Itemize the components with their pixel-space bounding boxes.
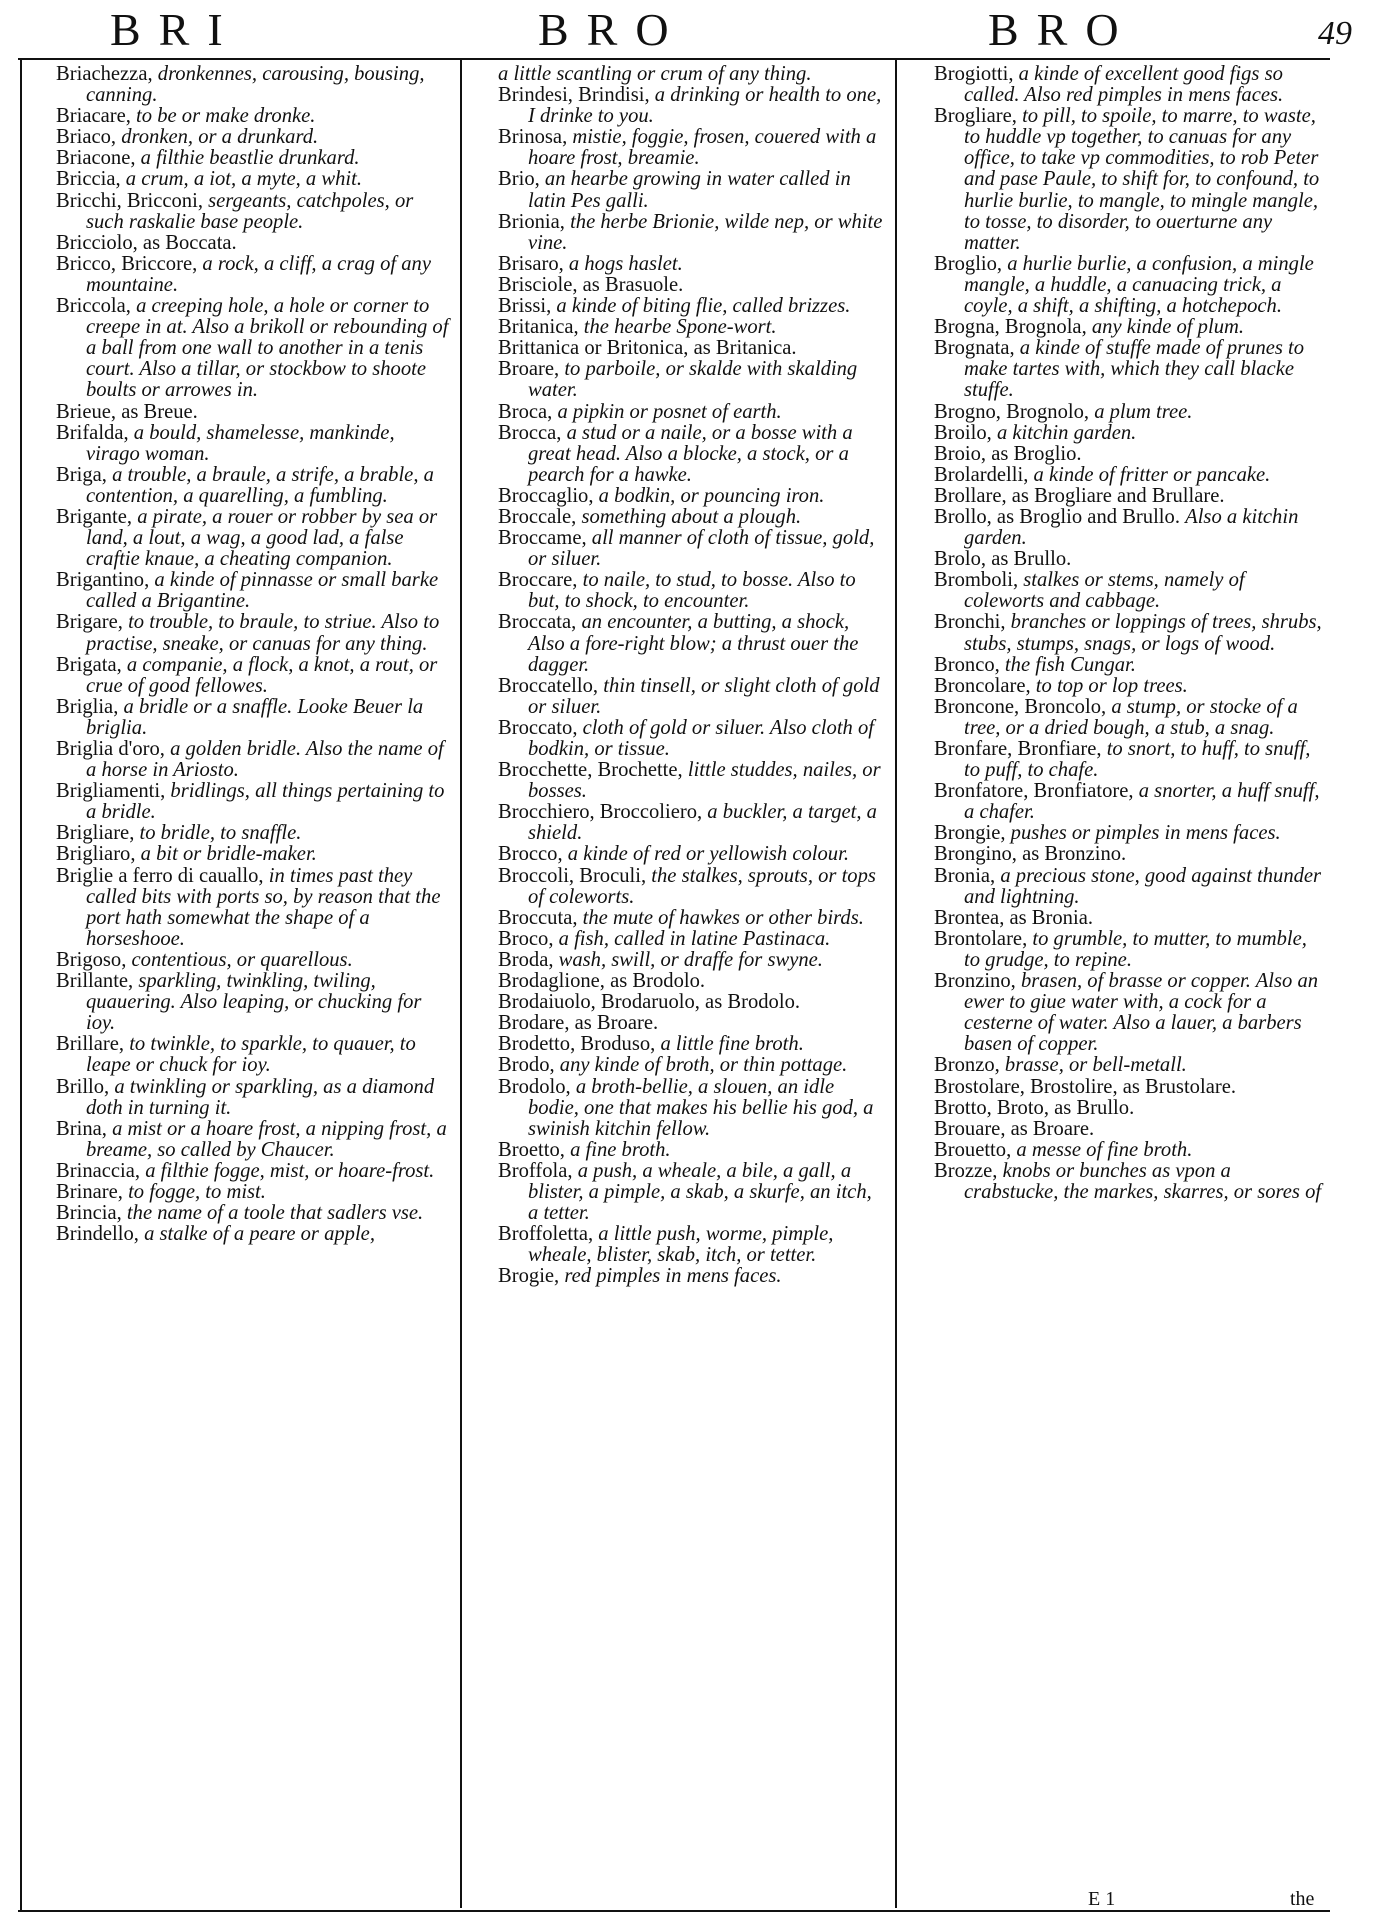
definition: wash, swill, or draffe for swyne.: [558, 948, 823, 971]
headword: Brindesi, Brindisi,: [498, 84, 655, 107]
headword: Broio, as Broglio.: [934, 442, 1082, 465]
dictionary-entry: [498, 85, 886, 127]
headword: Brouetto,: [934, 1138, 1017, 1161]
headword: Brodolo,: [498, 1075, 576, 1098]
headword: Brillare,: [56, 1033, 130, 1056]
headword: Brigliamenti,: [56, 780, 171, 803]
column-divider-1: [460, 58, 462, 1908]
headword: Brillante,: [56, 970, 139, 993]
headword: Broncolare,: [934, 674, 1036, 697]
definition: a kitchin garden.: [996, 421, 1137, 444]
headword: Brisciole, as Brasuole.: [498, 273, 684, 296]
definition: cloth of gold or siluer. Also cloth of bodkin, or tissue.: [528, 716, 875, 760]
dictionary-entry: [934, 929, 1326, 971]
definition: a little push, worme, pimple, wheale, blister, skab, itch, or tetter.: [528, 1223, 834, 1267]
dictionary-entry: [498, 1224, 886, 1266]
dictionary-entry: [934, 1055, 1326, 1076]
dictionary-entry: [498, 1161, 886, 1224]
definition: a bit or bridle-maker.: [140, 843, 317, 866]
catchword: the: [1290, 1888, 1315, 1910]
definition: the stalkes, sprouts, or tops of coleworts.: [528, 864, 876, 908]
headword: Brodaglione, as Brodolo.: [498, 970, 706, 993]
headword: Briglia,: [56, 695, 124, 718]
definition: a rock, a cliff, a crag of any mountaine.: [86, 252, 431, 296]
headword: Brigata,: [56, 653, 127, 676]
definition: to grumble, to mutter, to mumble, to grudge, to repine.: [964, 927, 1307, 971]
running-header: [18, 2, 1358, 58]
headword: Brollo, as Broglio and Brullo.: [934, 505, 1186, 528]
dictionary-entry: [498, 950, 886, 971]
dictionary-entry: [56, 64, 452, 106]
headword: Brittanica or Britonica, as Britanica.: [498, 337, 797, 360]
headword: Broffoletta,: [498, 1223, 599, 1246]
headword: Broilo,: [934, 421, 997, 444]
dictionary-entry: [934, 1161, 1326, 1203]
headword: Brigante,: [56, 505, 138, 528]
definition: a messe of fine broth.: [1016, 1138, 1193, 1161]
headword: Brogiotti,: [934, 63, 1019, 85]
definition: the mute of hawkes or other birds.: [582, 906, 864, 929]
dictionary-entry: [934, 781, 1326, 823]
dictionary-entry: [934, 465, 1326, 486]
headword: Broetto,: [498, 1138, 571, 1161]
headword: Bronfatore, Bronfiatore,: [934, 780, 1139, 803]
dictionary-entry: [498, 275, 886, 296]
definition: a crum, a iot, a myte, a whit.: [125, 168, 363, 191]
definition: dronken, or a drunkard.: [121, 126, 319, 149]
dictionary-entry: [56, 169, 452, 190]
headword: Briacone,: [56, 147, 141, 170]
headword: Briacare,: [56, 105, 137, 128]
definition: in times past they called bits with ports so, by reason that the port hath somewhat the shape of a horseshooe.: [86, 864, 441, 950]
dictionary-entry: [498, 1034, 886, 1055]
dictionary-entry: [934, 570, 1326, 612]
dictionary-entry: [498, 992, 886, 1013]
signature-mark: E 1: [1088, 1888, 1116, 1910]
definition: a trouble, a braule, a strife, a brable, a contention, a quarelling, a fumbling.: [86, 463, 434, 507]
dictionary-entry: [498, 359, 886, 401]
headword: Briglia d'oro,: [56, 738, 171, 760]
page-number: 49: [1318, 15, 1352, 52]
headword: Brio,: [498, 168, 545, 191]
headword: Broca,: [498, 400, 558, 423]
headword: Bromboli,: [934, 569, 1024, 592]
definition: a hogs haslet.: [568, 252, 683, 275]
dictionary-entry: [56, 1034, 452, 1076]
headword: Briga,: [56, 463, 113, 486]
dictionary-entry: [56, 127, 452, 148]
definition: any kinde of broth, or thin pottage.: [559, 1054, 848, 1077]
dictionary-entry: [56, 507, 452, 570]
dictionary-entry: [934, 676, 1326, 697]
definition: mistie, foggie, frosen, couered with a hoare frost, breamie.: [528, 126, 877, 170]
headword: Brodo,: [498, 1054, 560, 1077]
dictionary-entry: [498, 486, 886, 507]
headword: Broccato,: [498, 716, 583, 739]
headword: Bronco,: [934, 653, 1005, 676]
headword: Broare,: [498, 358, 565, 381]
headword: Brina,: [56, 1117, 113, 1140]
headword: Brogna, Brognola,: [934, 316, 1092, 339]
headword: Brodare, as Broare.: [498, 1012, 659, 1035]
headword: Broffola,: [498, 1159, 578, 1182]
headword: Brollare, as Brogliare and Brullare.: [934, 484, 1225, 507]
dictionary-entry: [934, 486, 1326, 507]
definition: sergeants, catchpoles, or such raskalie base people.: [86, 189, 414, 233]
dictionary-entry: [934, 1077, 1326, 1098]
column-1: [56, 64, 452, 1245]
definition: a mist or a hoare frost, a nipping frost, a breame, so called by Chaucer.: [86, 1117, 447, 1161]
headword: Brongino, as Bronzino.: [934, 843, 1127, 866]
dictionary-entry: [56, 254, 452, 296]
headword: Broglio,: [934, 252, 1008, 275]
dictionary-entry: [498, 802, 886, 844]
dictionary-entry: [498, 866, 886, 908]
headword: Broccaglio,: [498, 484, 599, 507]
definition: thin tinsell, or slight cloth of gold or siluer.: [528, 674, 880, 718]
dictionary-entry: [934, 507, 1326, 549]
dictionary-entry: [934, 254, 1326, 317]
definition: a drinking or health to one, I drinke to you.: [528, 84, 882, 128]
definition: a buckler, a target, a shield.: [528, 801, 877, 845]
definition: branches or loppings of trees, shrubs, stubs, stumps, snags, or logs of wood.: [964, 611, 1322, 655]
dictionary-entry: [498, 528, 886, 570]
definition: a little scantling or crum of any thing.: [498, 63, 812, 85]
definition: a kinde of stuffe made of prunes to make tartes with, which they call blacke stuffe.: [964, 337, 1305, 402]
dictionary-entry: [56, 1224, 452, 1245]
headword: Broccoli, Broculi,: [498, 864, 652, 887]
headword: Brostolare, Brostolire, as Brustolare.: [934, 1075, 1236, 1098]
dictionary-entry: [56, 233, 452, 254]
headword: Brincia,: [56, 1202, 127, 1225]
definition: a bodkin, or pouncing iron.: [598, 484, 825, 507]
dictionary-entry: [56, 191, 452, 233]
dictionary-entry: [934, 908, 1326, 929]
definition: to pill, to spoile, to marre, to waste, to huddle vp together, to canuas for any office, to take vp commodities, to rob Peter and pase Paule, to shift for, to confound, to hurlie burlie, to mangle, to mingle mangle, to tosse, to disorder, to ouerturne any matter.: [964, 105, 1320, 254]
definition: contentious, or quarellous.: [131, 948, 353, 971]
headword: Brogie,: [498, 1265, 565, 1288]
definition: a fine broth.: [570, 1138, 671, 1161]
headword: Briccola,: [56, 295, 137, 318]
dictionary-entry: [498, 1077, 886, 1140]
definition: a filthie fogge, mist, or hoare-frost.: [145, 1159, 435, 1182]
dictionary-entry: [56, 844, 452, 865]
dictionary-entry: [498, 971, 886, 992]
headword: Brigliare,: [56, 822, 140, 845]
definition: a stalke of a peare or apple,: [144, 1223, 375, 1246]
column-2: [498, 64, 886, 1287]
definition: to top or lop trees.: [1035, 674, 1188, 697]
dictionary-entry: [934, 444, 1326, 465]
headword: Brocca,: [498, 421, 567, 444]
definition: little studdes, nailes, or bosses.: [528, 759, 881, 803]
headword: Brocco,: [498, 843, 568, 866]
definition: to trouble, to braule, to striue. Also to practise, sneake, or canuas for any thing.: [86, 611, 440, 655]
dictionary-entry: [498, 676, 886, 718]
headword: Briachezza,: [56, 63, 158, 85]
definition: a snorter, a huff snuff, a chafer.: [964, 780, 1320, 824]
dictionary-entry: [934, 971, 1326, 1055]
header-left: BRI: [110, 4, 241, 55]
definition: a filthie beastlie drunkard.: [140, 147, 360, 170]
headword: Bricchi, Bricconi,: [56, 189, 209, 212]
headword: Brinosa,: [498, 126, 573, 149]
dictionary-entry: [56, 1203, 452, 1224]
definition: all manner of cloth of tissue, gold, or siluer.: [528, 527, 875, 571]
headword: Brocchette, Brochette,: [498, 759, 688, 782]
header-right: BRO: [988, 4, 1137, 55]
dictionary-entry: [498, 929, 886, 950]
dictionary-entry: [934, 549, 1326, 570]
definition: Also a kitchin garden.: [964, 505, 1299, 550]
dictionary-entry: [56, 655, 452, 697]
definition: a stud or a naile, or a bosse with a great head. Also a blocke, a stock, or a pearch for a hawke.: [528, 421, 853, 486]
definition: the name of a toole that sadlers vse.: [126, 1202, 424, 1225]
definition: dronkennes, carousing, bousing, canning.: [86, 63, 425, 107]
dictionary-entry: [498, 423, 886, 486]
definition: a kinde of biting flie, called brizzes.: [556, 295, 851, 318]
headword: Briaco,: [56, 126, 122, 149]
definition: a bould, shamelesse, mankinde, virago woman.: [86, 421, 395, 465]
headword: Broncone, Broncolo,: [934, 695, 1112, 718]
dictionary-entry: [934, 64, 1326, 106]
headword: Broccata,: [498, 611, 582, 634]
headword: Brodaiuolo, Brodaruolo, as Brodolo.: [498, 991, 801, 1014]
definition: brasse, or bell-metall.: [1004, 1054, 1187, 1077]
dictionary-entry: [56, 465, 452, 507]
dictionary-entry: [56, 570, 452, 612]
headword: Broccuta,: [498, 906, 583, 929]
definition: a kinde of pinnasse or small barke called a Brigantine.: [86, 569, 439, 613]
definition: red pimples in mens faces.: [564, 1265, 782, 1288]
headword: Brognata,: [934, 337, 1020, 360]
definition: a hurlie burlie, a confusion, a mingle mangle, a huddle, a canuacing trick, a coyle, a shift, a shifting, a hotchepoch.: [964, 252, 1314, 318]
headword: Brodetto, Broduso,: [498, 1033, 661, 1056]
headword: Brinare,: [56, 1180, 129, 1203]
definition: to fogge, to mist.: [128, 1180, 266, 1203]
dictionary-entry: [56, 739, 452, 781]
dictionary-entry: [934, 338, 1326, 401]
headword: Brillo,: [56, 1075, 115, 1098]
headword: Brolardelli,: [934, 463, 1034, 486]
headword: Bronia,: [934, 864, 1001, 887]
headword: Brouare, as Broare.: [934, 1117, 1095, 1140]
definition: an hearbe growing in water called in latin Pes galli.: [528, 168, 851, 212]
dictionary-entry: [56, 697, 452, 739]
headword: Brotto, Broto, as Brullo.: [934, 1096, 1135, 1119]
headword: Briglie a ferro di cauallo,: [56, 864, 269, 887]
definition: the herbe Brionie, wilde nep, or white vine.: [528, 210, 883, 254]
dictionary-entry: [56, 402, 452, 423]
headword: Brigliaro,: [56, 843, 141, 866]
definition: a push, a wheale, a bile, a gall, a blister, a pimple, a skab, a skurfe, an itch, a tetter.: [528, 1159, 872, 1225]
headword: Brifalda,: [56, 421, 134, 444]
headword: Bronzino,: [934, 970, 1021, 993]
definition: a bridle or a snaffle. Looke Beuer la briglia.: [86, 695, 424, 739]
dictionary-entry: [498, 254, 886, 275]
dictionary-entry: [934, 844, 1326, 865]
headword: Brigantino,: [56, 569, 155, 592]
headword: Brozze,: [934, 1159, 1003, 1182]
dictionary-entry: [498, 570, 886, 612]
left-border: [20, 58, 22, 1910]
headword: Brontolare,: [934, 927, 1033, 950]
dictionary-entry: [56, 612, 452, 654]
definition: a twinkling or sparkling, as a diamond doth in turning it.: [86, 1075, 435, 1119]
headword: Brongie,: [934, 822, 1011, 845]
dictionary-entry: [934, 1140, 1326, 1161]
headword: Bricciolo, as Boccata.: [56, 231, 237, 254]
dictionary-entry: [934, 106, 1326, 254]
definition: the fish Cungar.: [1004, 653, 1136, 676]
dictionary-entry: [498, 212, 886, 254]
definition: something about a plough.: [581, 505, 802, 528]
headword: Brieue, as Breue.: [56, 400, 198, 423]
definition: to bridle, to snaffle.: [139, 822, 302, 845]
definition: a pirate, a rouer or robber by sea or land, a lout, a wag, a good lad, a false craftie knaue, a cheating companion.: [86, 505, 438, 571]
headword: Brissi,: [498, 295, 557, 318]
definition: a kinde of excellent good figs so called. Also red pimples in mens faces.: [964, 63, 1284, 107]
column-3: [934, 64, 1326, 1203]
dictionary-entry: [56, 866, 452, 950]
dictionary-entry: [498, 507, 886, 528]
definition: sparkling, twinkling, twiling, quauering. Also leaping, or chucking for ioy.: [86, 970, 422, 1035]
bottom-rule: [18, 1910, 1330, 1912]
dictionary-entry: [56, 1161, 452, 1182]
dictionary-entry: [56, 423, 452, 465]
dictionary-entry: [56, 1119, 452, 1161]
dictionary-entry: [934, 697, 1326, 739]
definition: knobs or bunches as vpon a crabstucke, the markes, skarres, or sores of: [964, 1159, 1322, 1203]
dictionary-entry: [498, 1140, 886, 1161]
dictionary-entry: [498, 612, 886, 675]
definition: to snort, to huff, to snuff, to puff, to chafe.: [964, 738, 1311, 782]
headword: Brolo, as Brullo.: [934, 548, 1072, 571]
definition: an encounter, a butting, a shock, Also a fore-right blow; a thrust ouer the dagger.: [528, 611, 859, 676]
definition: to naile, to stud, to bosse. Also to but, to shock, to encounter.: [528, 569, 856, 613]
header-center: BRO: [538, 4, 687, 55]
headword: Bricco, Briccore,: [56, 252, 203, 275]
dictionary-entry: [934, 423, 1326, 444]
definition: pushes or pimples in mens faces.: [1010, 822, 1281, 845]
dictionary-entry: [56, 296, 452, 401]
dictionary-entry: [498, 760, 886, 802]
headword: Brontea, as Bronia.: [934, 906, 1093, 929]
headword: Brinaccia,: [56, 1159, 146, 1182]
headword: Brigoso,: [56, 948, 132, 971]
definition: a broth-bellie, a slouen, an idle bodie, one that makes his bellie his god, a swinish kitchin fellow.: [528, 1075, 874, 1140]
headword: Broda,: [498, 948, 559, 971]
dictionary-entry: [56, 971, 452, 1034]
dictionary-entry: [934, 655, 1326, 676]
dictionary-entry: [934, 1119, 1326, 1140]
headword: Broco,: [498, 927, 559, 950]
dictionary-entry: [934, 866, 1326, 908]
headword: Bronzo,: [934, 1054, 1005, 1077]
headword: Brogno, Brognolo,: [934, 400, 1095, 423]
dictionary-entry: [934, 612, 1326, 654]
dictionary-entry: [498, 169, 886, 211]
headword: Brindello,: [56, 1223, 145, 1246]
dictionary-entry: [498, 338, 886, 359]
definition: a pipkin or posnet of earth.: [557, 400, 782, 423]
headword: Britanica,: [498, 316, 584, 339]
dictionary-entry: [498, 64, 886, 85]
dictionary-entry: [498, 296, 886, 317]
dictionary-entry: [498, 127, 886, 169]
definition: a kinde of fritter or pancake.: [1033, 463, 1271, 486]
headword: Broccale,: [498, 505, 582, 528]
dictionary-entry: [934, 739, 1326, 781]
dictionary-entry: [498, 908, 886, 929]
headword: Bronfare, Bronfiare,: [934, 738, 1107, 760]
dictionary-entry: [934, 823, 1326, 844]
dictionary-entry: [498, 1013, 886, 1034]
definition: a companie, a flock, a knot, a rout, or crue of good fellowes.: [86, 653, 438, 697]
headword: Broccatello,: [498, 674, 604, 697]
headword: Broccame,: [498, 527, 592, 550]
header-rule: [18, 58, 1330, 60]
dictionary-entry: [498, 402, 886, 423]
definition: a precious stone, good against thunder and lightning.: [964, 864, 1322, 908]
definition: to parboile, or skalde with skalding water.: [528, 358, 858, 402]
dictionary-entry: [56, 950, 452, 971]
definition: a creeping hole, a hole or corner to creepe in at. Also a brikoll or rebounding of a ball from one wall to another in a tenis court. Also a tillar, or stockbow to shoote boults or arrowes in.: [86, 295, 449, 402]
headword: Briccia,: [56, 168, 126, 191]
headword: Brisaro,: [498, 252, 569, 275]
definition: to twinkle, to sparkle, to quauer, to leape or chuck for ioy.: [86, 1033, 416, 1077]
headword: Brionia,: [498, 210, 571, 233]
headword: Bronchi,: [934, 611, 1011, 634]
dictionary-entry: [56, 781, 452, 823]
dictionary-entry: [498, 1055, 886, 1076]
headword: Brogliare,: [934, 105, 1023, 128]
dictionary-entry: [56, 1182, 452, 1203]
definition: a fish, called in latine Pastinaca.: [558, 927, 831, 950]
dictionary-entry: [56, 823, 452, 844]
definition: stalkes or stems, namely of coleworts and cabbage.: [964, 569, 1245, 613]
dictionary-entry: [56, 106, 452, 127]
definition: the hearbe Spone-wort.: [583, 316, 777, 339]
dictionary-entry: [56, 1077, 452, 1119]
dictionary-entry: [498, 1266, 886, 1287]
headword: Brocchiero, Broccoliero,: [498, 801, 708, 824]
definition: brasen, of brasse or copper. Also an ewer to giue water with, a cock for a cesterne of water. Also a lauer, a barbers basen of copper.: [964, 970, 1319, 1056]
definition: to be or make dronke.: [136, 105, 316, 128]
dictionary-entry: [498, 718, 886, 760]
dictionary-entry: [498, 844, 886, 865]
definition: bridlings, all things pertaining to a bridle.: [86, 780, 445, 824]
dictionary-entry: [498, 317, 886, 338]
definition: a stump, or stocke of a tree, or a dried bough, a stub, a snag.: [964, 695, 1298, 739]
column-divider-2: [895, 58, 897, 1908]
definition: a little fine broth.: [660, 1033, 804, 1056]
definition: a plum tree.: [1094, 400, 1193, 423]
dictionary-entry: [934, 317, 1326, 338]
headword: Broccare,: [498, 569, 583, 592]
dictionary-entry: [934, 1098, 1326, 1119]
definition: any kinde of plum.: [1091, 316, 1245, 339]
definition: a kinde of red or yellowish colour.: [567, 843, 849, 866]
definition: a golden bridle. Also the name of a horse in Ariosto.: [86, 738, 444, 782]
dictionary-entry: [934, 402, 1326, 423]
dictionary-entry: [56, 148, 452, 169]
headword: Brigare,: [56, 611, 129, 634]
